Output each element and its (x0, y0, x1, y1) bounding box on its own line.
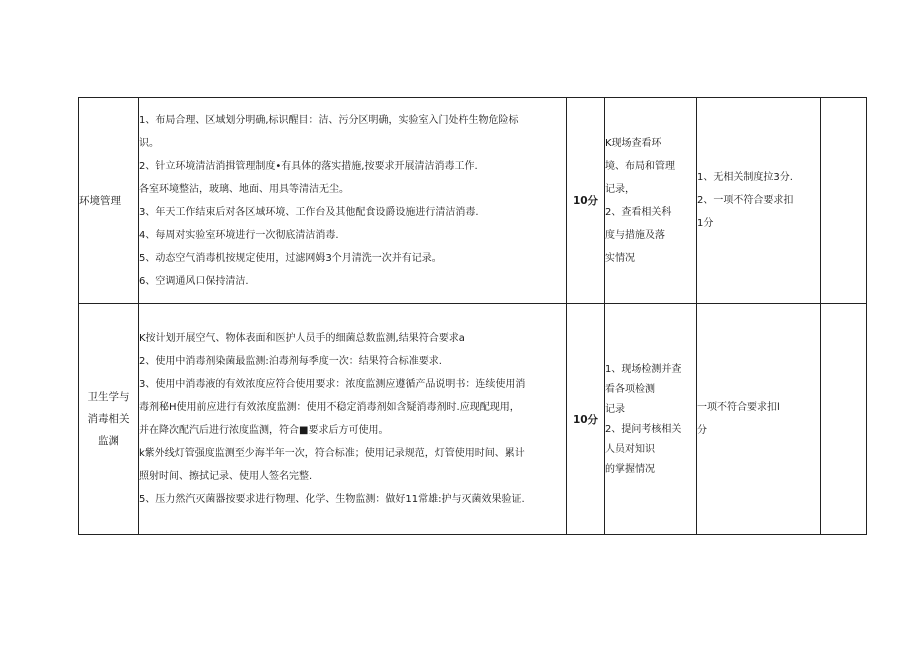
table-row (79, 304, 867, 535)
method-line: 记录， (605, 183, 635, 195)
method-cell (605, 304, 697, 535)
requirement-line: 1、布局合理、区域划分明确,标识醒目：洁、污分区明确，实验室入门处杵生物危险标 (139, 114, 519, 126)
evaluation-table (78, 97, 867, 535)
method-line: K现场查看环 (605, 137, 662, 149)
score-cell: 10分 (567, 304, 605, 535)
category-text: 卫生学与 (87, 391, 130, 403)
category-text: 环境管理 (79, 194, 121, 207)
deduction-line: 一项不符合要求扣l (697, 402, 780, 413)
method-line: 度与措施及落 (605, 229, 665, 241)
deduction-line: 1、无相关制度拉3分. (697, 172, 793, 183)
category-text: 消毒相关 (87, 413, 130, 425)
requirement-line: 并在降次配汽后进行浓度监测，符合■要求后方可使用。 (139, 425, 389, 436)
remarks-cell (821, 304, 867, 535)
requirement-line: 各室环境整沾，玻璃、地面、用具等清洁无尘。 (139, 183, 349, 195)
method-cell (605, 98, 697, 304)
method-line: 记录 (605, 403, 625, 415)
requirement-line: 毒剂秘H使用前应进行有效浓度监测：使用不稳定消毒剂如含疑消毒剂时.应现配现用， (139, 402, 520, 413)
requirement-line: K按计划开展空气、物体表面和医护人员手的细菌总数监测,结果符合要求a (139, 333, 465, 344)
requirement-line: k紫外线灯管强度监测至少海半年一次，符合标准；使用记录规范，灯管使用时间、累计 (139, 448, 525, 459)
table-row (79, 98, 867, 304)
method-line: 实情况 (605, 252, 635, 264)
requirements-cell (139, 98, 567, 304)
deduction-line: 分 (697, 425, 707, 436)
requirement-line: 3、使用中消毒液的有效浓度应符合使用要求：浓度监测应遵循产品说明书：连续使用消 (139, 379, 526, 390)
deduction-line: 1分 (697, 218, 714, 229)
requirements-cell (139, 304, 567, 535)
requirement-line: 2、针立环境清洁消揖管理制度•有具体的落实措施,按要求开展清洁消毒工作. (139, 160, 478, 172)
category-cell (79, 98, 139, 304)
remarks-cell (821, 98, 867, 304)
requirement-line: 2、使用中消毒剂染菌最监测:泊毒剂每季度一次：结果符合标准要求. (139, 356, 442, 367)
requirement-line: 照射时间、擦拭记录、使用人签名完整. (139, 471, 313, 482)
method-line: 境、布局和管理 (605, 160, 675, 172)
requirement-line: 3、年天工作结束后对各区域环境、工作台及其他配食设爵设施进行清洁消毒. (139, 206, 479, 218)
requirement-line: 5、动态空气消毒机按规定使用，过滤网姆3个月清洗一次并有记录。 (139, 252, 442, 264)
requirement-line: 5、压力然汽灭菌器按要求进行物理、化学、生物监测：做好11常雄:护与灭菌效果验证. (139, 494, 525, 505)
requirement-line: 4、每周对实验室环境进行一次彻底清洁消毒. (139, 229, 339, 241)
category-cell (79, 304, 139, 535)
method-line: 2、提问考核相关 (605, 423, 682, 435)
deduction-cell (697, 304, 821, 535)
method-line: 1、现场检测并查 (605, 363, 682, 375)
method-line: 人员对知识 (605, 443, 655, 455)
score-cell: 10分 (567, 98, 605, 304)
method-line: 看各项检测 (605, 383, 655, 395)
deduction-cell (697, 98, 821, 304)
deduction-line: 2、一项不符合要求扣 (697, 195, 794, 206)
requirement-line: 识。 (139, 137, 159, 149)
requirement-line: 6、空调通风口保持清洁. (139, 275, 249, 287)
method-line: 的掌握情况 (605, 463, 655, 475)
category-text: 监渊 (98, 435, 119, 447)
method-line: 2、查看相关科 (605, 206, 672, 218)
